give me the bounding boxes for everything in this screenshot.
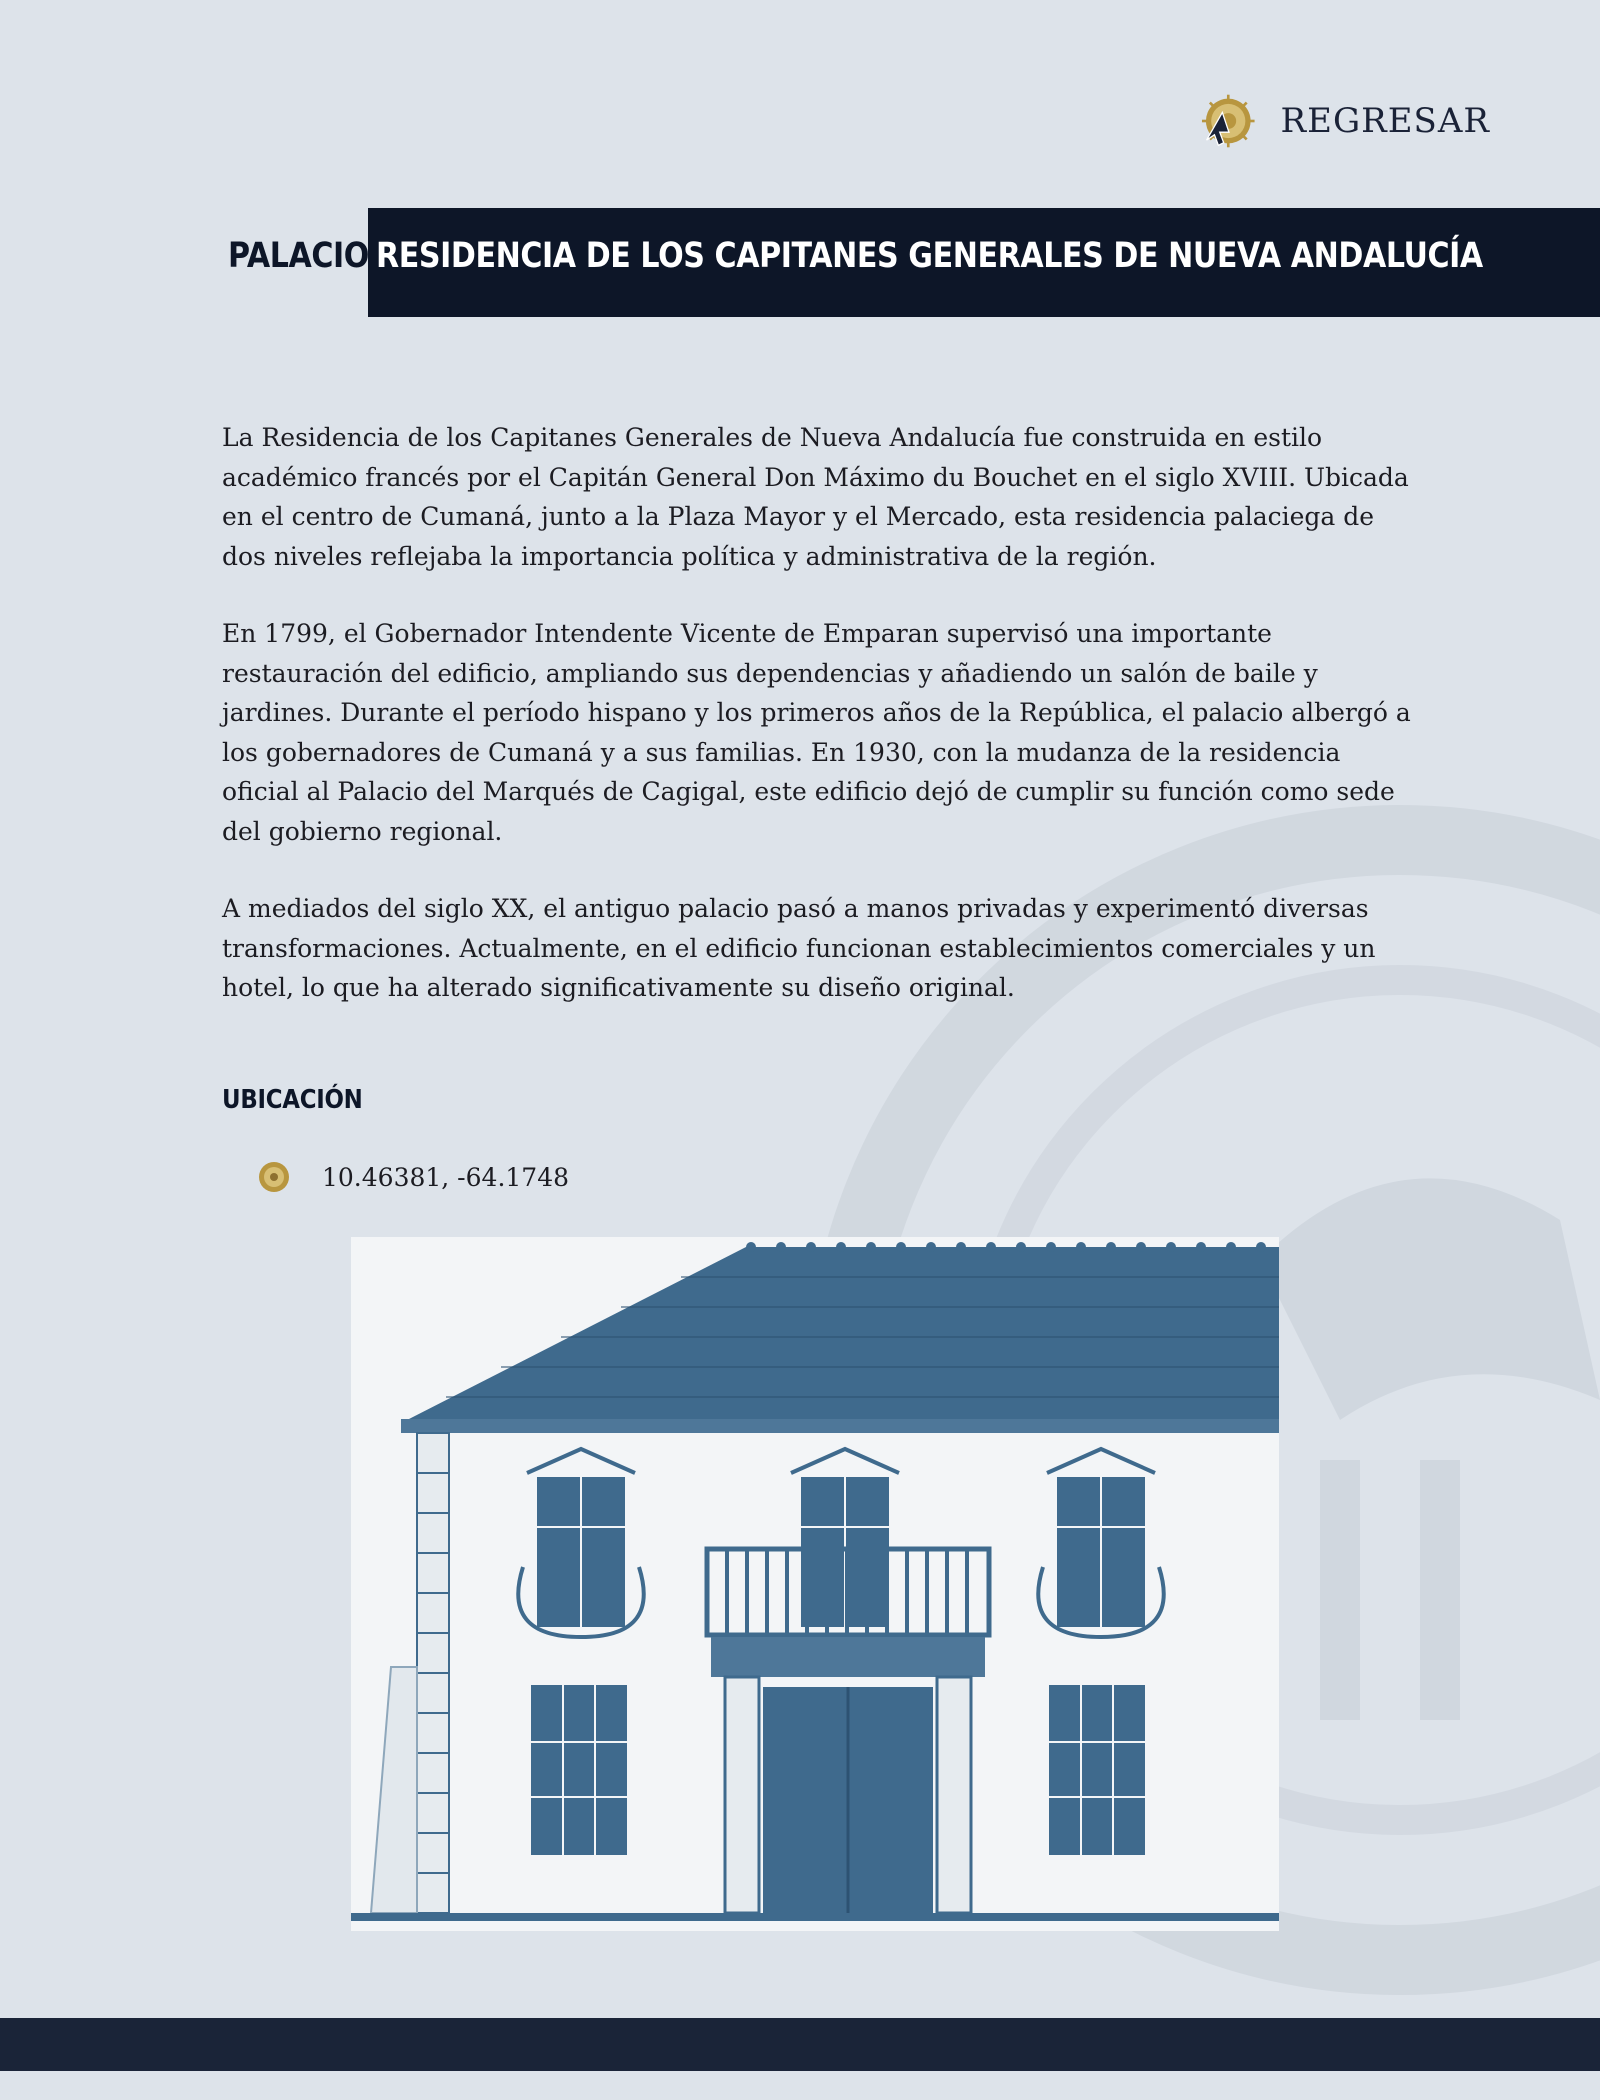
page-title: RESIDENCIA DE LOS CAPITANES GENERALES DE NUEVA ANDALUCÍA	[376, 236, 1483, 276]
coordinates-value: 10.46381, -64.1748	[322, 1162, 570, 1192]
paragraph-1: La Residencia de los Capitanes Generales de Nueva Andalucía fue construida en estilo académico francés por el Capitán General Don Máximo du Bouchet en el siglo XVIII. Ubicada en el centro de Cumaná, junto a la Plaza Mayor y el Mercado, esta residencia palaciega de dos niveles reflejaba la importancia política y administrativa de la región.	[222, 423, 1409, 571]
location-coordinates	[258, 1161, 569, 1193]
back-button[interactable]	[1200, 78, 1490, 164]
gold-seal-icon	[258, 1161, 290, 1193]
paragraph-2: En 1799, el Gobernador Intendente Vicente de Emparan supervisó una importante restauración del edificio, ampliando sus dependencias y añadiendo un salón de baile y jardines. Durante el período hispano y los primeros años de la República, el palacio albergó a los gobernadores de Cumaná y a sus familias. En 1930, con la mudanza de la residencia oficial al Palacio del Marqués de Cagigal, este edificio dejó de cumplir su función como sede del gobierno regional.	[222, 619, 1411, 846]
footer-band	[0, 2018, 1600, 2071]
page-title-lead: PALACIO	[228, 236, 369, 276]
back-button-label: REGRESAR	[1280, 101, 1490, 141]
facade-illustration	[351, 1237, 1279, 1931]
paragraph-3: A mediados del siglo XX, el antiguo palacio pasó a manos privadas y experimentó diversas transformaciones. Actualmente, en el edificio funcionan establecimientos comerciales y un hotel, lo que ha alterado significativamente su diseño original.	[222, 894, 1376, 1002]
facade-drawing	[351, 1237, 1279, 1931]
location-heading: UBICACIÓN	[222, 1085, 363, 1115]
gold-seal-cursor-icon	[1200, 78, 1257, 164]
article-body	[222, 418, 1422, 1046]
